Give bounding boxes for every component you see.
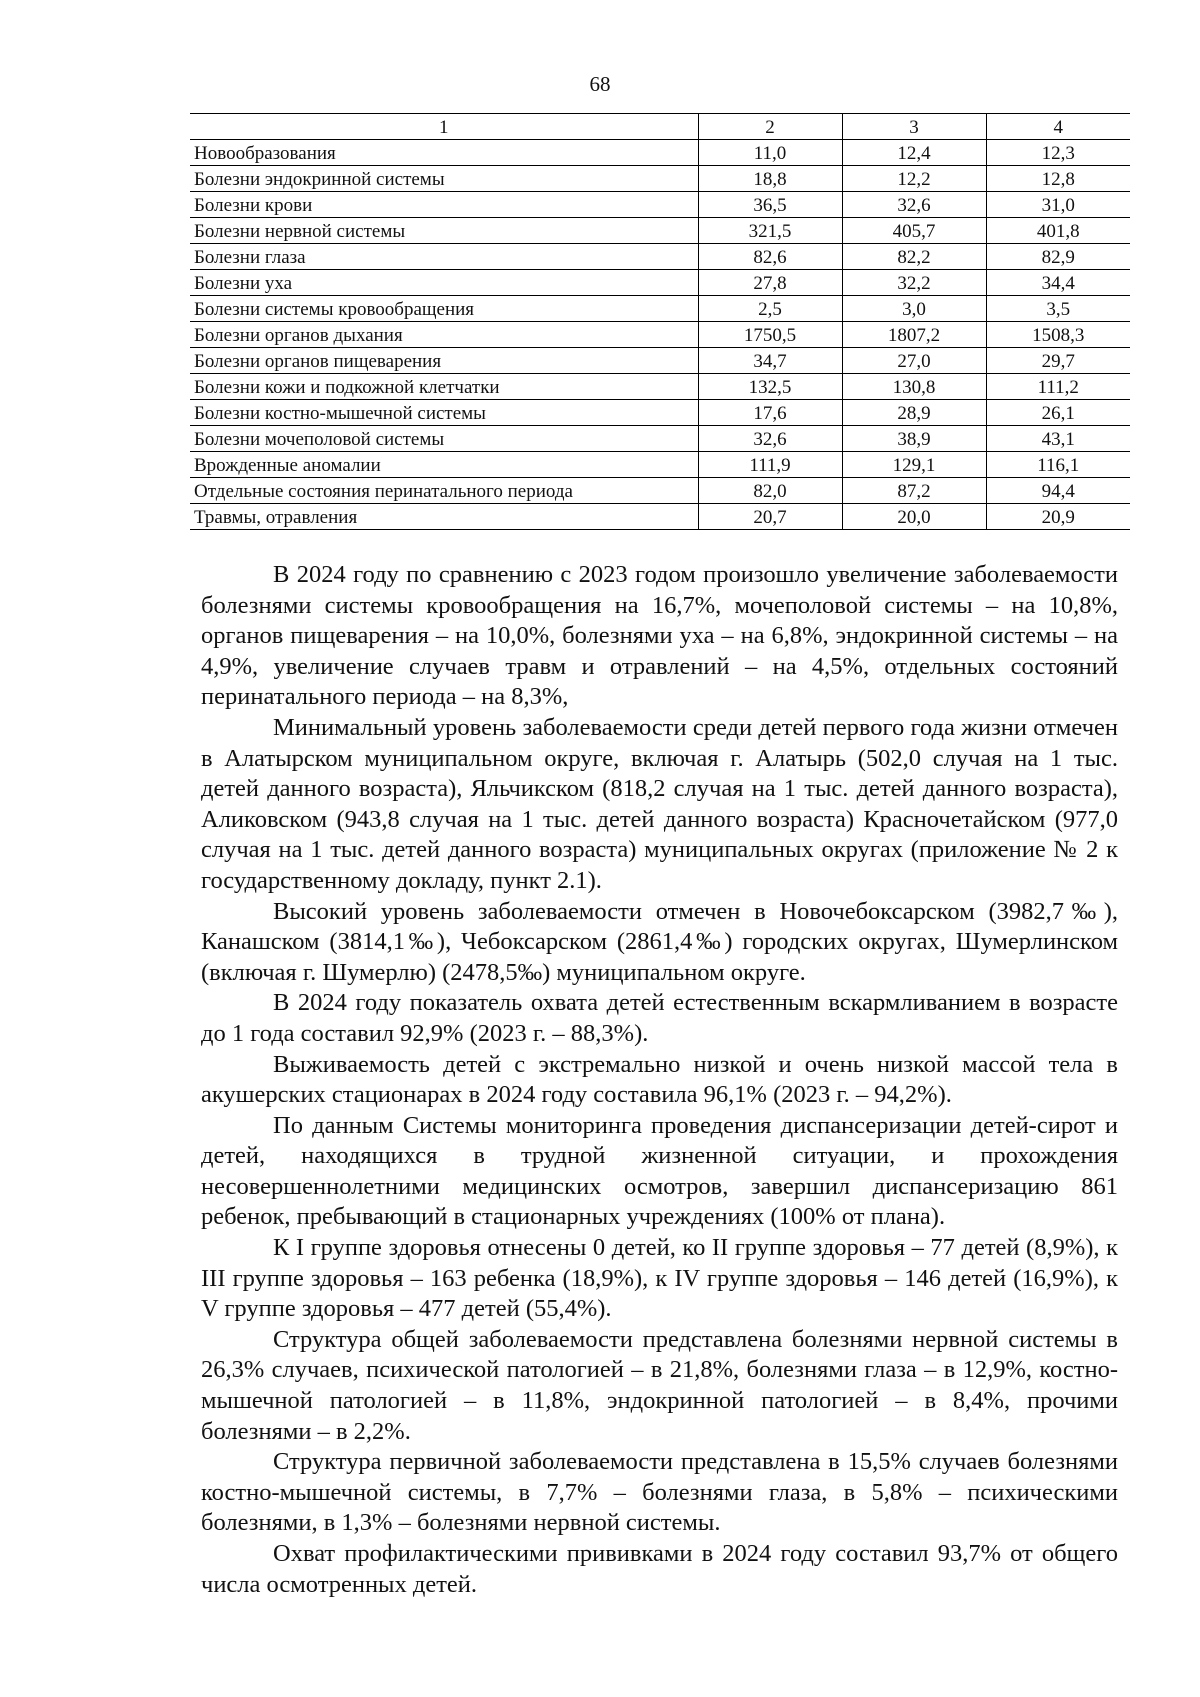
column-header: 1: [190, 114, 698, 140]
value-cell: 29,7: [986, 348, 1130, 374]
value-cell: 1750,5: [698, 322, 842, 348]
value-cell: 32,6: [698, 426, 842, 452]
value-cell: 405,7: [842, 218, 986, 244]
value-cell: 32,2: [842, 270, 986, 296]
row-label: Болезни мочеполовой системы: [190, 426, 698, 452]
row-label: Болезни эндокринной системы: [190, 166, 698, 192]
paragraph: По данным Системы мониторинга проведения диспансеризации детей-сирот и детей, находящихся в трудной жизненной ситуации, и прохождения несовершеннолетними медицинских осмотров, завершил диспансеризацию 861 ребенок, пребывающий в стационарных учреждениях (100% от плана).: [201, 1111, 1118, 1231]
row-label: Врожденные аномалии: [190, 452, 698, 478]
paragraph: Охват профилактическими прививками в 2024 году составил 93,7% от общего числа осмотренных детей.: [201, 1540, 1118, 1598]
value-cell: 1508,3: [986, 322, 1130, 348]
value-cell: 34,4: [986, 270, 1130, 296]
paragraph: Структура первичной заболеваемости представлена в 15,5% случаев болезнями костно-мышечной системы, в 7,7% – болезнями глаза, в 5,8% – психическими болезнями, в 1,3% – болезнями нервной системы.: [201, 1448, 1118, 1537]
value-cell: 20,9: [986, 504, 1130, 530]
body-text: [201, 560, 1118, 1600]
value-cell: 20,0: [842, 504, 986, 530]
value-cell: 401,8: [986, 218, 1130, 244]
row-label: Болезни органов дыхания: [190, 322, 698, 348]
table-body: [190, 140, 1130, 530]
table-row: [190, 296, 1130, 322]
value-cell: 82,9: [986, 244, 1130, 270]
column-header: 2: [698, 114, 842, 140]
column-header: 3: [842, 114, 986, 140]
value-cell: 3,5: [986, 296, 1130, 322]
value-cell: 12,4: [842, 140, 986, 166]
value-cell: 12,3: [986, 140, 1130, 166]
value-cell: 1807,2: [842, 322, 986, 348]
value-cell: 38,9: [842, 426, 986, 452]
value-cell: 12,8: [986, 166, 1130, 192]
value-cell: 82,0: [698, 478, 842, 504]
table-row: [190, 192, 1130, 218]
value-cell: 116,1: [986, 452, 1130, 478]
paragraph: В 2024 году показатель охвата детей естественным вскармливанием в возрасте до 1 года составил 92,9% (2023 г. – 88,3%).: [201, 989, 1118, 1047]
morbidity-table: [190, 113, 1130, 530]
value-cell: 34,7: [698, 348, 842, 374]
table-row: [190, 504, 1130, 530]
table-row: [190, 270, 1130, 296]
table-row: [190, 218, 1130, 244]
value-cell: 12,2: [842, 166, 986, 192]
table-header-row: [190, 114, 1130, 140]
row-label: Болезни глаза: [190, 244, 698, 270]
table-row: [190, 400, 1130, 426]
value-cell: 3,0: [842, 296, 986, 322]
row-label: Болезни костно-мышечной системы: [190, 400, 698, 426]
value-cell: 32,6: [842, 192, 986, 218]
value-cell: 43,1: [986, 426, 1130, 452]
table-row: [190, 426, 1130, 452]
row-label: Болезни крови: [190, 192, 698, 218]
table-row: [190, 140, 1130, 166]
value-cell: 82,6: [698, 244, 842, 270]
value-cell: 82,2: [842, 244, 986, 270]
row-label: Болезни нервной системы: [190, 218, 698, 244]
paragraph: Выживаемость детей с экстремально низкой и очень низкой массой тела в акушерских стационарах в 2024 году составила 96,1% (2023 г. – 94,2%).: [201, 1050, 1118, 1109]
value-cell: 28,9: [842, 400, 986, 426]
paragraph: Высокий уровень заболеваемости отмечен в Новочебоксарском (3982,7‰), Канашском (3814,1‰), Чебоксарском (2861,4‰) городских округах, Шумерлинском (включая г. Шумерлю) (2478,5‰) муниципальном округе.: [201, 897, 1118, 986]
value-cell: 26,1: [986, 400, 1130, 426]
row-label: Болезни органов пищеварения: [190, 348, 698, 374]
paragraph: В 2024 году по сравнению с 2023 годом произошло увеличение заболеваемости болезнями системы кровообращения на 16,7%, мочеполовой системы – на 10,8%, органов пищеварения – на 10,0%, болезнями уха – на 6,8%, эндокринной системы – на 4,9%, увеличение случаев травм и отравлений – на 4,5%, отдельных состояний перинатального периода – на 8,3%,: [201, 561, 1118, 711]
page-number: 68: [589, 72, 611, 96]
value-cell: 130,8: [842, 374, 986, 400]
paragraph: Минимальный уровень заболеваемости среди детей первого года жизни отмечен в Алатырском муниципальном округе, включая г. Алатырь (502,0 случая на 1 тыс. детей данного возраста), Яльчикском (818,2 случая на 1 тыс. детей данного возраста), Аликовском (943,8 случая на 1 тыс. детей данного возраста) Красночетайском (977,0 случая на 1 тыс. детей данного возраста) муниципальных округах (приложение № 2 к государственному докладу, пункт 2.1).: [201, 713, 1118, 894]
row-label: Новообразования: [190, 140, 698, 166]
row-label: Болезни уха: [190, 270, 698, 296]
value-cell: 94,4: [986, 478, 1130, 504]
value-cell: 27,8: [698, 270, 842, 296]
value-cell: 87,2: [842, 478, 986, 504]
table-row: [190, 322, 1130, 348]
value-cell: 111,9: [698, 452, 842, 478]
row-label: Болезни системы кровообращения: [190, 296, 698, 322]
table-row: [190, 348, 1130, 374]
table-row: [190, 452, 1130, 478]
value-cell: 11,0: [698, 140, 842, 166]
paragraph: К I группе здоровья отнесены 0 детей, ко II группе здоровья – 77 детей (8,9%), к III группе здоровья – 163 ребенка (18,9%), к IV группе здоровья – 146 детей (16,9%), к V группе здоровья – 477 детей (55,4%).: [201, 1234, 1118, 1323]
value-cell: 20,7: [698, 504, 842, 530]
row-label: Травмы, отравления: [190, 504, 698, 530]
value-cell: 31,0: [986, 192, 1130, 218]
value-cell: 17,6: [698, 400, 842, 426]
table-row: [190, 244, 1130, 270]
table-row: [190, 478, 1130, 504]
table-row: [190, 166, 1130, 192]
value-cell: 321,5: [698, 218, 842, 244]
value-cell: 27,0: [842, 348, 986, 374]
value-cell: 36,5: [698, 192, 842, 218]
paragraph: Структура общей заболеваемости представлена болезнями нервной системы в 26,3% случаев, психической патологией – в 21,8%, болезнями глаза – в 12,9%, костно-мышечной патологией – в 11,8%, эндокринной патологией – в 8,4%, прочими болезнями – в 2,2%.: [201, 1325, 1118, 1445]
value-cell: 2,5: [698, 296, 842, 322]
row-label: Болезни кожи и подкожной клетчатки: [190, 374, 698, 400]
row-label: Отдельные состояния перинатального периода: [190, 478, 698, 504]
value-cell: 132,5: [698, 374, 842, 400]
value-cell: 18,8: [698, 166, 842, 192]
value-cell: 129,1: [842, 452, 986, 478]
column-header: 4: [986, 114, 1130, 140]
table-row: [190, 374, 1130, 400]
value-cell: 111,2: [986, 374, 1130, 400]
